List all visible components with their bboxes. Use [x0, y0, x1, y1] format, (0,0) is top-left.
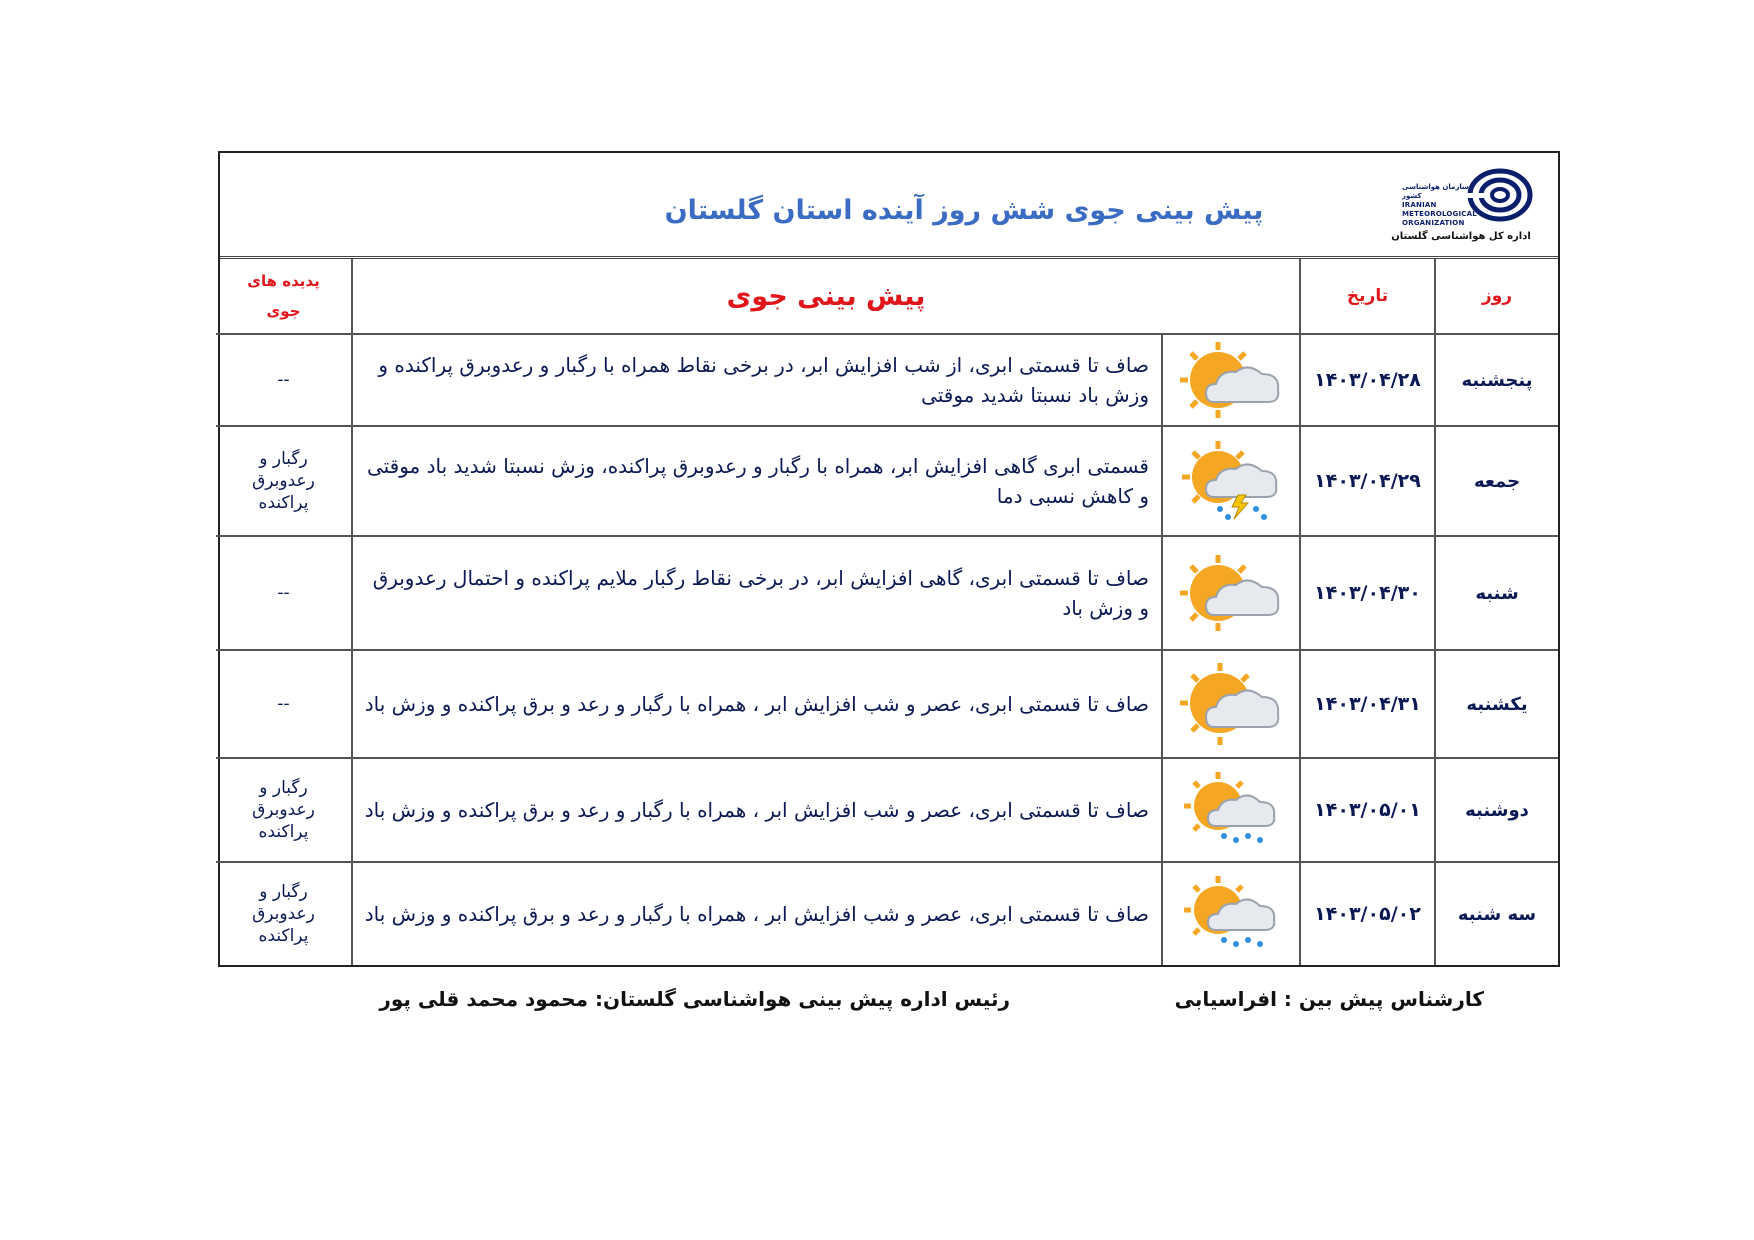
forecast-text: صاف تا قسمتی ابری، عصر و شب افزایش ابر ، همراه با رگبار و رعد و برق پراکنده و وزش باد	[351, 759, 1161, 863]
partly-cloudy-icon	[1161, 651, 1299, 759]
sheet-header	[220, 153, 1558, 259]
date-cell: ۱۴۰۳/۰۴/۳۱	[1299, 651, 1434, 759]
sun-rain-icon	[1161, 863, 1299, 965]
day-cell: شنبه	[1434, 537, 1558, 651]
header-day: روز	[1434, 259, 1558, 335]
day-cell: دوشنبه	[1434, 759, 1558, 863]
phenomena-cell: --	[216, 537, 351, 651]
forecast-text: قسمتی ابری گاهی افزایش ابر، همراه با رگبار و رعدوبرق پراکنده، وزش نسبتا شدید باد موقتی و کاهش نسبی دما	[351, 427, 1161, 537]
date-cell: ۱۴۰۳/۰۵/۰۲	[1299, 863, 1434, 965]
phenomena-cell: --	[216, 651, 351, 759]
table-row	[216, 427, 1558, 537]
signature-footer	[218, 985, 1560, 1025]
forecast-text: صاف تا قسمتی ابری، از شب افزایش ابر، در برخی نقاط همراه با رگبار و رعدوبرق پراکنده و وزش باد نسبتا شدید موقتی	[351, 335, 1161, 427]
day-cell: جمعه	[1434, 427, 1558, 537]
date-cell: ۱۴۰۳/۰۴/۳۰	[1299, 537, 1434, 651]
day-cell: سه شنبه	[1434, 863, 1558, 965]
table-row	[216, 335, 1558, 427]
header-phenomena: پدیده های جوی	[216, 259, 351, 335]
logo-caption: اداره کل هواشناسی گلستان	[1391, 231, 1531, 242]
table-row	[216, 863, 1558, 965]
table-header-row	[216, 259, 1558, 335]
forecast-table	[216, 259, 1558, 965]
phenomena-cell: --	[216, 335, 351, 427]
date-cell: ۱۴۰۳/۰۴/۲۸	[1299, 335, 1434, 427]
header-date: تاریخ	[1299, 259, 1434, 335]
thunder-rain-icon	[1161, 427, 1299, 537]
day-cell: پنجشنبه	[1434, 335, 1558, 427]
date-cell: ۱۴۰۳/۰۵/۰۱	[1299, 759, 1434, 863]
day-cell: یکشنبه	[1434, 651, 1558, 759]
forecast-sheet	[218, 151, 1560, 967]
table-row	[216, 759, 1558, 863]
table-row	[216, 537, 1558, 651]
phenomena-cell: رگبار و رعدوبرق پراکنده	[216, 759, 351, 863]
sun-rain-icon	[1161, 759, 1299, 863]
forecast-text: صاف تا قسمتی ابری، گاهی افزایش ابر، در برخی نقاط رگبار ملایم پراکنده و احتمال رعدوبرق و وزش باد	[351, 537, 1161, 651]
partly-cloudy-icon	[1161, 335, 1299, 427]
forecast-text: صاف تا قسمتی ابری، عصر و شب افزایش ابر ، همراه با رگبار و رعد و برق پراکنده و وزش باد	[351, 863, 1161, 965]
header-forecast: پیش بینی جوی	[351, 259, 1299, 335]
forecaster-name: کارشناس پیش بین : افراسیابی	[1174, 987, 1484, 1011]
chief-name: رئیس اداره پیش بینی هواشناسی گلستان: محمود محمد قلی پور	[379, 987, 1010, 1011]
date-cell: ۱۴۰۳/۰۴/۲۹	[1299, 427, 1434, 537]
logo-text: سازمان هواشناسی کشور IRANIAN METEOROLOGICAL ORGANIZATION	[1402, 183, 1477, 227]
table-row	[216, 651, 1558, 759]
partly-cloudy-icon	[1161, 537, 1299, 651]
page-title: پیش بینی جوی شش روز آینده استان گلستان	[664, 195, 1264, 226]
forecast-text: صاف تا قسمتی ابری، عصر و شب افزایش ابر ، همراه با رگبار و رعد و برق پراکنده و وزش باد	[351, 651, 1161, 759]
phenomena-cell: رگبار و رعدوبرق پراکنده	[216, 427, 351, 537]
phenomena-cell: رگبار و رعدوبرق پراکنده	[252, 882, 315, 946]
